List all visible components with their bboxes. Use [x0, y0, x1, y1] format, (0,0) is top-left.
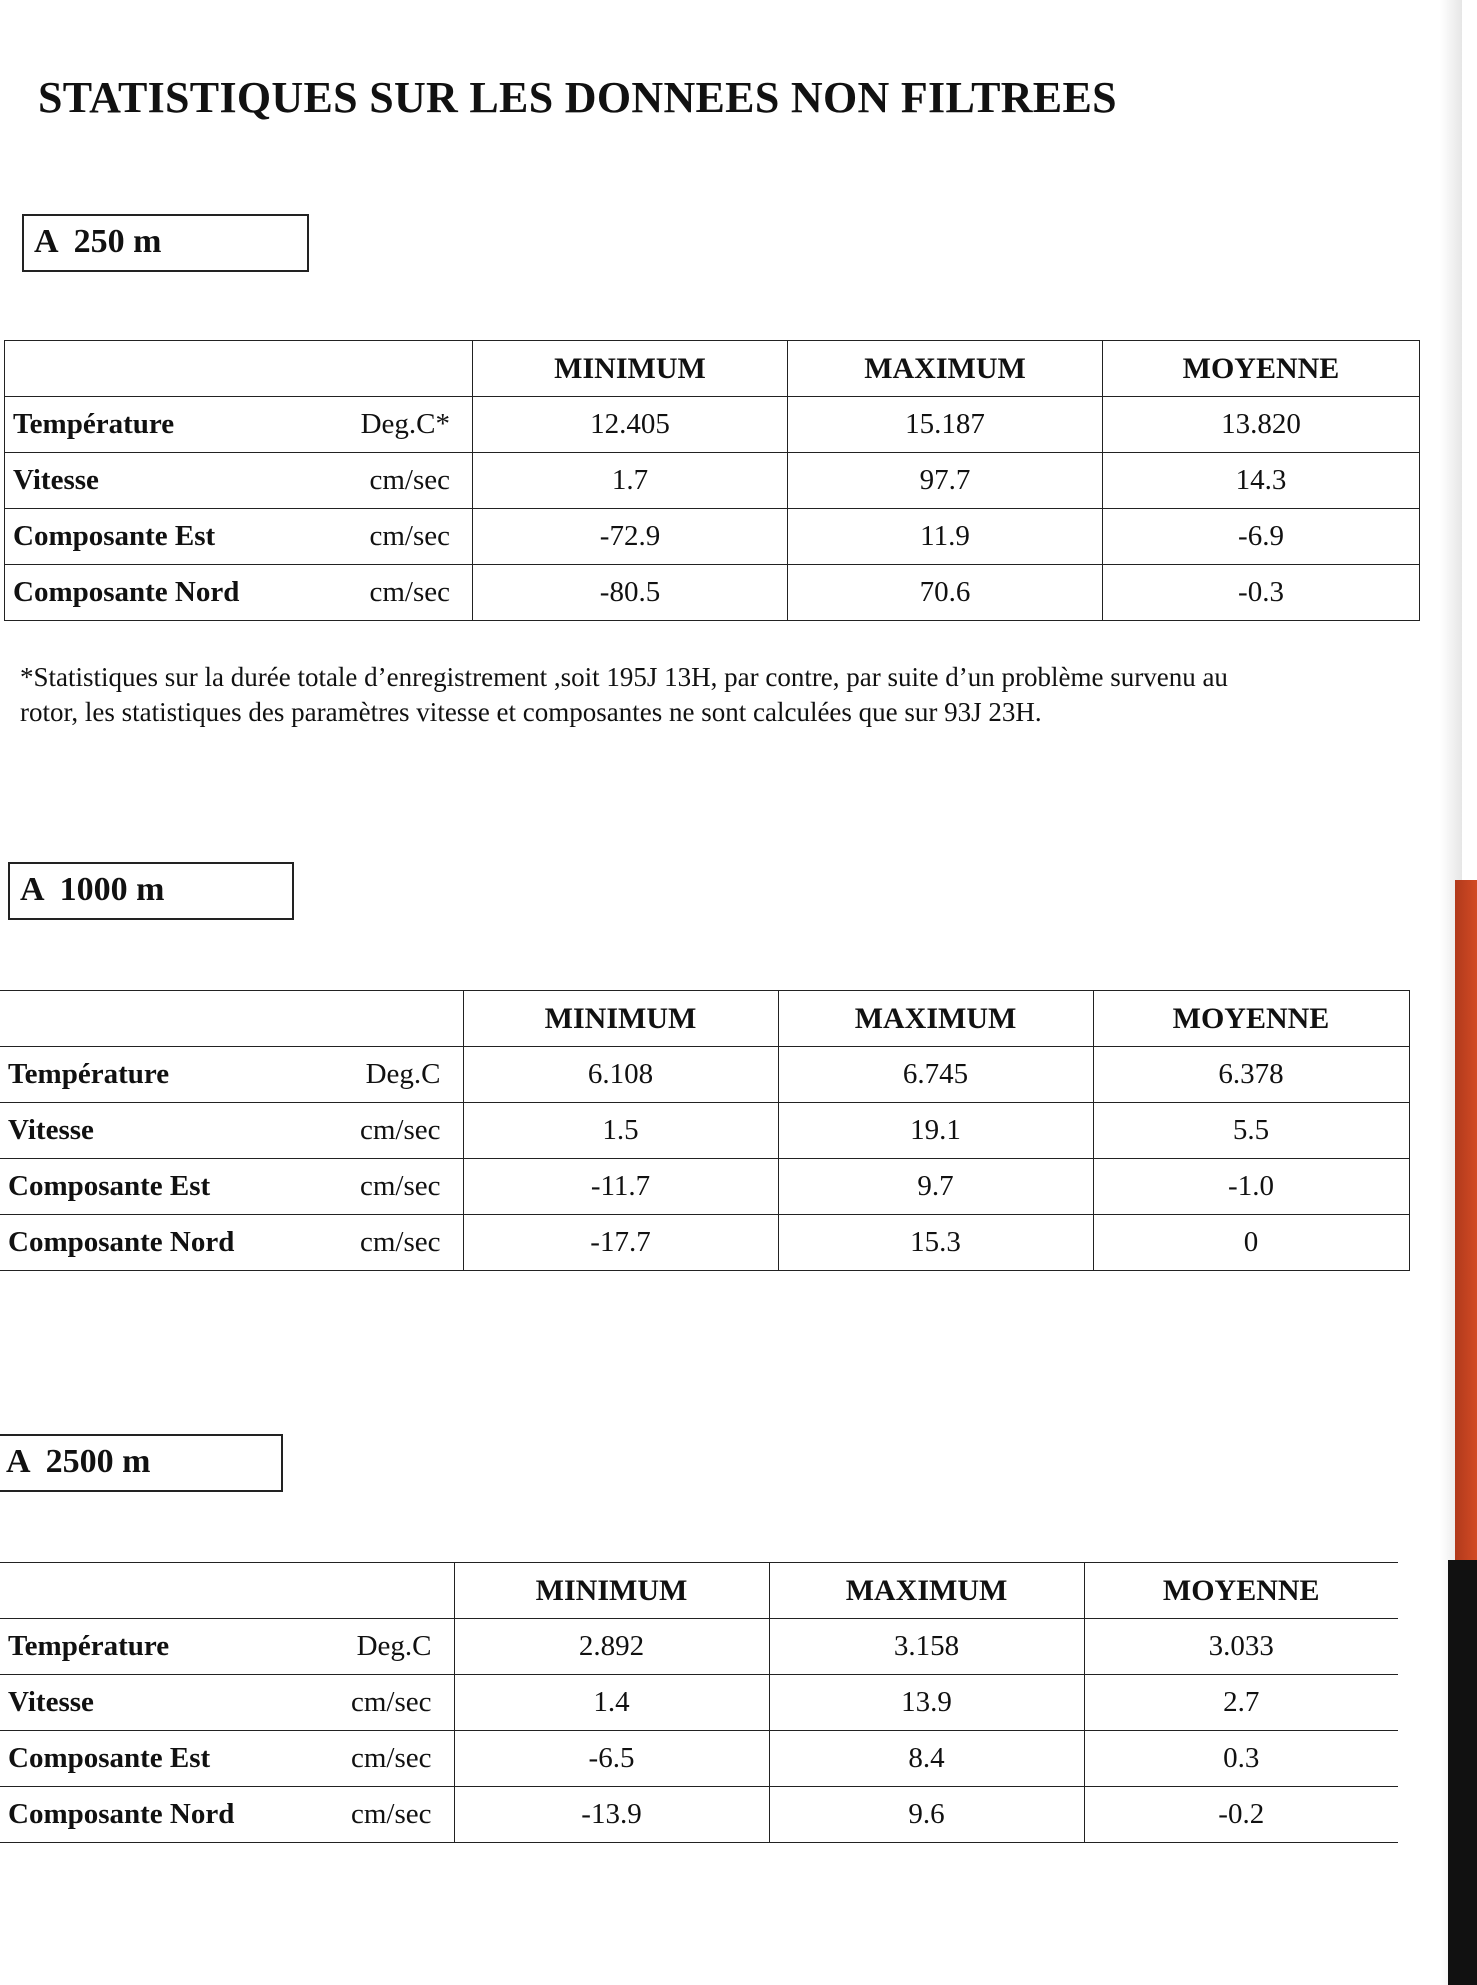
minimum-value: -17.7 — [463, 1215, 778, 1271]
mean-value: 13.820 — [1103, 397, 1420, 453]
table-row — [0, 1047, 1409, 1103]
parameter-name: Composante Est — [0, 1731, 264, 1787]
minimum-value: 1.4 — [454, 1675, 769, 1731]
table-corner-cell — [0, 1563, 454, 1619]
section-label-1000m: A 1000 m — [8, 862, 294, 920]
section-label-2500m: A 2500 m — [0, 1434, 283, 1492]
minimum-value: 2.892 — [454, 1619, 769, 1675]
page-edge-dark — [1448, 1560, 1477, 1985]
parameter-unit: cm/sec — [275, 509, 473, 565]
minimum-value: -11.7 — [463, 1159, 778, 1215]
mean-value: 14.3 — [1103, 453, 1420, 509]
parameter-name: Composante Nord — [5, 565, 275, 621]
mean-value: 0 — [1093, 1215, 1409, 1271]
mean-value: 2.7 — [1084, 1675, 1398, 1731]
parameter-name: Vitesse — [0, 1675, 264, 1731]
minimum-value: 6.108 — [463, 1047, 778, 1103]
table-row — [0, 1731, 1398, 1787]
table-corner-cell — [0, 991, 463, 1047]
column-header-moyenne: MOYENNE — [1084, 1563, 1398, 1619]
mean-value: 6.378 — [1093, 1047, 1409, 1103]
parameter-unit: cm/sec — [264, 1731, 454, 1787]
minimum-value: -72.9 — [473, 509, 788, 565]
table-row — [5, 565, 1420, 621]
table-header-row — [0, 1563, 1398, 1619]
stats-table-1000m — [0, 990, 1410, 1271]
parameter-unit: cm/sec — [264, 1675, 454, 1731]
mean-value: -1.0 — [1093, 1159, 1409, 1215]
table-row — [5, 453, 1420, 509]
maximum-value: 9.6 — [769, 1787, 1084, 1843]
parameter-unit: cm/sec — [275, 453, 473, 509]
minimum-value: -6.5 — [454, 1731, 769, 1787]
table-header-row — [0, 991, 1409, 1047]
maximum-value: 9.7 — [778, 1159, 1093, 1215]
table-row — [0, 1103, 1409, 1159]
maximum-value: 11.9 — [788, 509, 1103, 565]
minimum-value: -80.5 — [473, 565, 788, 621]
parameter-unit: cm/sec — [270, 1215, 463, 1271]
column-header-minimum: MINIMUM — [463, 991, 778, 1047]
parameter-name: Température — [0, 1619, 264, 1675]
maximum-value: 19.1 — [778, 1103, 1093, 1159]
column-header-moyenne: MOYENNE — [1103, 341, 1420, 397]
maximum-value: 13.9 — [769, 1675, 1084, 1731]
parameter-name: Vitesse — [5, 453, 275, 509]
parameter-name: Température — [5, 397, 275, 453]
mean-value: -0.3 — [1103, 565, 1420, 621]
page-title: STATISTIQUES SUR LES DONNEES NON FILTREES — [38, 73, 1117, 122]
footnote: *Statistiques sur la durée totale d’enregistrement ,soit 195J 13H, par contre, par suite d’un problème survenu au rotor, les statistiques des paramètres vitesse et composantes ne sont calculées que sur 93J 23H. — [20, 662, 1228, 727]
stats-table-2500m — [0, 1562, 1398, 1843]
table-row — [0, 1787, 1398, 1843]
column-header-minimum: MINIMUM — [454, 1563, 769, 1619]
stats-table-250m — [4, 340, 1420, 621]
table-row — [5, 397, 1420, 453]
parameter-unit: Deg.C — [264, 1619, 454, 1675]
parameter-name: Composante Est — [5, 509, 275, 565]
table-row — [0, 1675, 1398, 1731]
parameter-name: Composante Nord — [0, 1787, 264, 1843]
column-header-maximum: MAXIMUM — [788, 341, 1103, 397]
maximum-value: 3.158 — [769, 1619, 1084, 1675]
parameter-name: Composante Est — [0, 1159, 270, 1215]
table-row — [0, 1215, 1409, 1271]
parameter-unit: cm/sec — [270, 1103, 463, 1159]
maximum-value: 6.745 — [778, 1047, 1093, 1103]
table-corner-cell — [5, 341, 473, 397]
mean-value: 0.3 — [1084, 1731, 1398, 1787]
table-header-row — [5, 341, 1420, 397]
parameter-unit: Deg.C* — [275, 397, 473, 453]
minimum-value: 1.5 — [463, 1103, 778, 1159]
parameter-name: Composante Nord — [0, 1215, 270, 1271]
maximum-value: 70.6 — [788, 565, 1103, 621]
column-header-maximum: MAXIMUM — [778, 991, 1093, 1047]
parameter-unit: cm/sec — [270, 1159, 463, 1215]
mean-value: 5.5 — [1093, 1103, 1409, 1159]
minimum-value: -13.9 — [454, 1787, 769, 1843]
mean-value: 3.033 — [1084, 1619, 1398, 1675]
parameter-unit: cm/sec — [264, 1787, 454, 1843]
parameter-unit: cm/sec — [275, 565, 473, 621]
table-row — [5, 509, 1420, 565]
table-row — [0, 1159, 1409, 1215]
parameter-name: Vitesse — [0, 1103, 270, 1159]
column-header-moyenne: MOYENNE — [1093, 991, 1409, 1047]
minimum-value: 12.405 — [473, 397, 788, 453]
maximum-value: 15.3 — [778, 1215, 1093, 1271]
column-header-maximum: MAXIMUM — [769, 1563, 1084, 1619]
maximum-value: 8.4 — [769, 1731, 1084, 1787]
column-header-minimum: MINIMUM — [473, 341, 788, 397]
parameter-name: Température — [0, 1047, 270, 1103]
minimum-value: 1.7 — [473, 453, 788, 509]
section-label-250m: A 250 m — [22, 214, 309, 272]
parameter-unit: Deg.C — [270, 1047, 463, 1103]
maximum-value: 15.187 — [788, 397, 1103, 453]
table-row — [0, 1619, 1398, 1675]
mean-value: -0.2 — [1084, 1787, 1398, 1843]
maximum-value: 97.7 — [788, 453, 1103, 509]
mean-value: -6.9 — [1103, 509, 1420, 565]
